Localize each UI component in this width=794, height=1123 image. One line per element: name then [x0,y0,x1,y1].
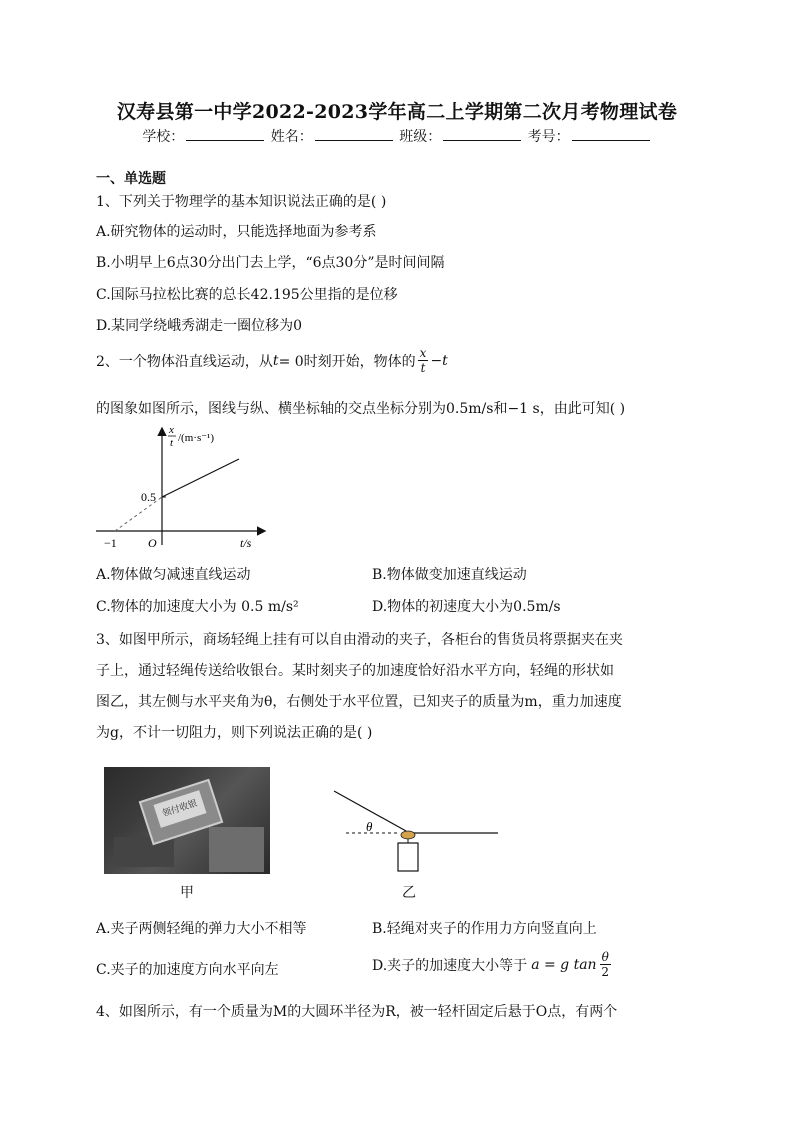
q2-stem-text2: = 0时刻开始，物体的 [278,353,416,370]
class-blank[interactable] [443,128,521,141]
x-axis-label: t/s [240,536,252,550]
q3-line2: 子上，通过轻绳传送给收银台。某时刻夹子的加速度恰好沿水平方向，轻绳的形状如 [96,663,614,679]
q2-fraction [418,346,429,375]
theta-label: θ [366,819,373,834]
school-label: 学校： [142,129,185,145]
q3-d-text: D.夹子的加速度大小等于 [372,957,528,974]
q3-option-b[interactable]: B.轻绳对夹子的作用力方向竖直向上 [372,921,597,937]
q3-line3: 图乙，其左侧与水平夹角为θ，右侧处于水平位置，已知夹子的质量为m，重力加速度 [96,694,622,710]
clip-body [398,843,418,871]
q3-option-a[interactable]: A.夹子两侧轻绳的弹力大小不相等 [96,921,307,937]
q2-frac-den: t [420,361,426,375]
q2-stem [96,346,448,375]
graph-line [162,459,239,497]
q2-stem-text: 2、一个物体沿直线运动，从 [96,353,273,370]
q2-stem-tail: −t [430,352,448,369]
y-axis-label-num: x [169,424,174,436]
q4-line1: 4、如图所示，有一个质量为M的大圆环半径为R，被一轻杆固定后悬于O点，有两个 [96,1004,618,1020]
exam-title: 汉寿县第一中学2022-2023学年高二上学期第二次月考物理试卷 [116,101,678,123]
y-axis-label-unit: /(m·s⁻¹) [178,432,214,444]
q3-d-expression: a = g tan [531,956,597,973]
q2-t-symbol: t [272,352,279,369]
q1-stem: 1、下列关于物理学的基本知识说法正确的是( ) [96,194,387,210]
class-label: 班级： [399,129,442,145]
fig-jia-caption: 甲 [180,885,194,901]
q2-option-b[interactable]: B.物体做变加速直线运动 [372,567,527,583]
q2-line2: 的图象如图所示，图线与纵、横坐标轴的交点坐标分别为0.5m/s和−1 s，由此可知( ) [96,401,626,417]
q3-option-c[interactable]: C.夹子的加速度方向水平向左 [96,962,279,978]
photo-sign: 领付收银 [153,790,206,828]
x-tick-label: −1 [104,536,117,550]
school-blank[interactable] [186,128,264,141]
q3-line4: 为g，不计一切阻力，则下列说法正确的是( ) [96,725,373,741]
q2-option-d[interactable]: D.物体的初速度大小为0.5m/s [372,599,561,615]
q1-option-d[interactable]: D.某同学绕峨秀湖走一圈位移为0 [96,318,303,334]
clip-pulley [401,831,415,839]
q3-d-frac-den: 2 [601,965,610,979]
q3-d-fraction [600,950,611,979]
q1-option-b[interactable]: B.小明早上6点30分出门去上学，“6点30分”是时间间隔 [96,255,445,271]
number-blank[interactable] [572,128,650,141]
origin-label: O [148,536,157,550]
q2-graph [92,423,272,553]
q3-option-d[interactable] [372,950,611,979]
q3-line1: 3、如图甲所示，商场轻绳上挂有可以自由滑动的夹子，各柜台的售货员将票据夹在夹 [96,632,623,648]
name-blank[interactable] [315,128,393,141]
section-heading: 一、单选题 [96,171,166,187]
q1-option-c[interactable]: C.国际马拉松比赛的总长42.195公里指的是位移 [96,287,398,303]
q1-option-a[interactable]: A.研究物体的运动时，只能选择地面为参考系 [96,224,377,240]
q2-option-a[interactable]: A.物体做匀减速直线运动 [96,567,251,583]
q2-option-c[interactable]: C.物体的加速度大小为 0.5 m/s² [96,599,299,615]
student-info-row [0,126,794,146]
q2-frac-num: x [419,346,427,360]
number-label: 考号： [527,129,570,145]
photo-shadow [114,837,174,867]
q3-photo-jia [104,767,270,874]
photo-background-shape [209,827,264,872]
q3-d-frac-num: θ [601,950,609,964]
fig-yi-caption: 乙 [402,885,416,901]
y-tick-label: 0.5 [141,490,156,504]
name-label: 姓名： [270,129,313,145]
y-axis-label-den: t [170,437,174,449]
q3-diagram-yi [330,785,502,880]
